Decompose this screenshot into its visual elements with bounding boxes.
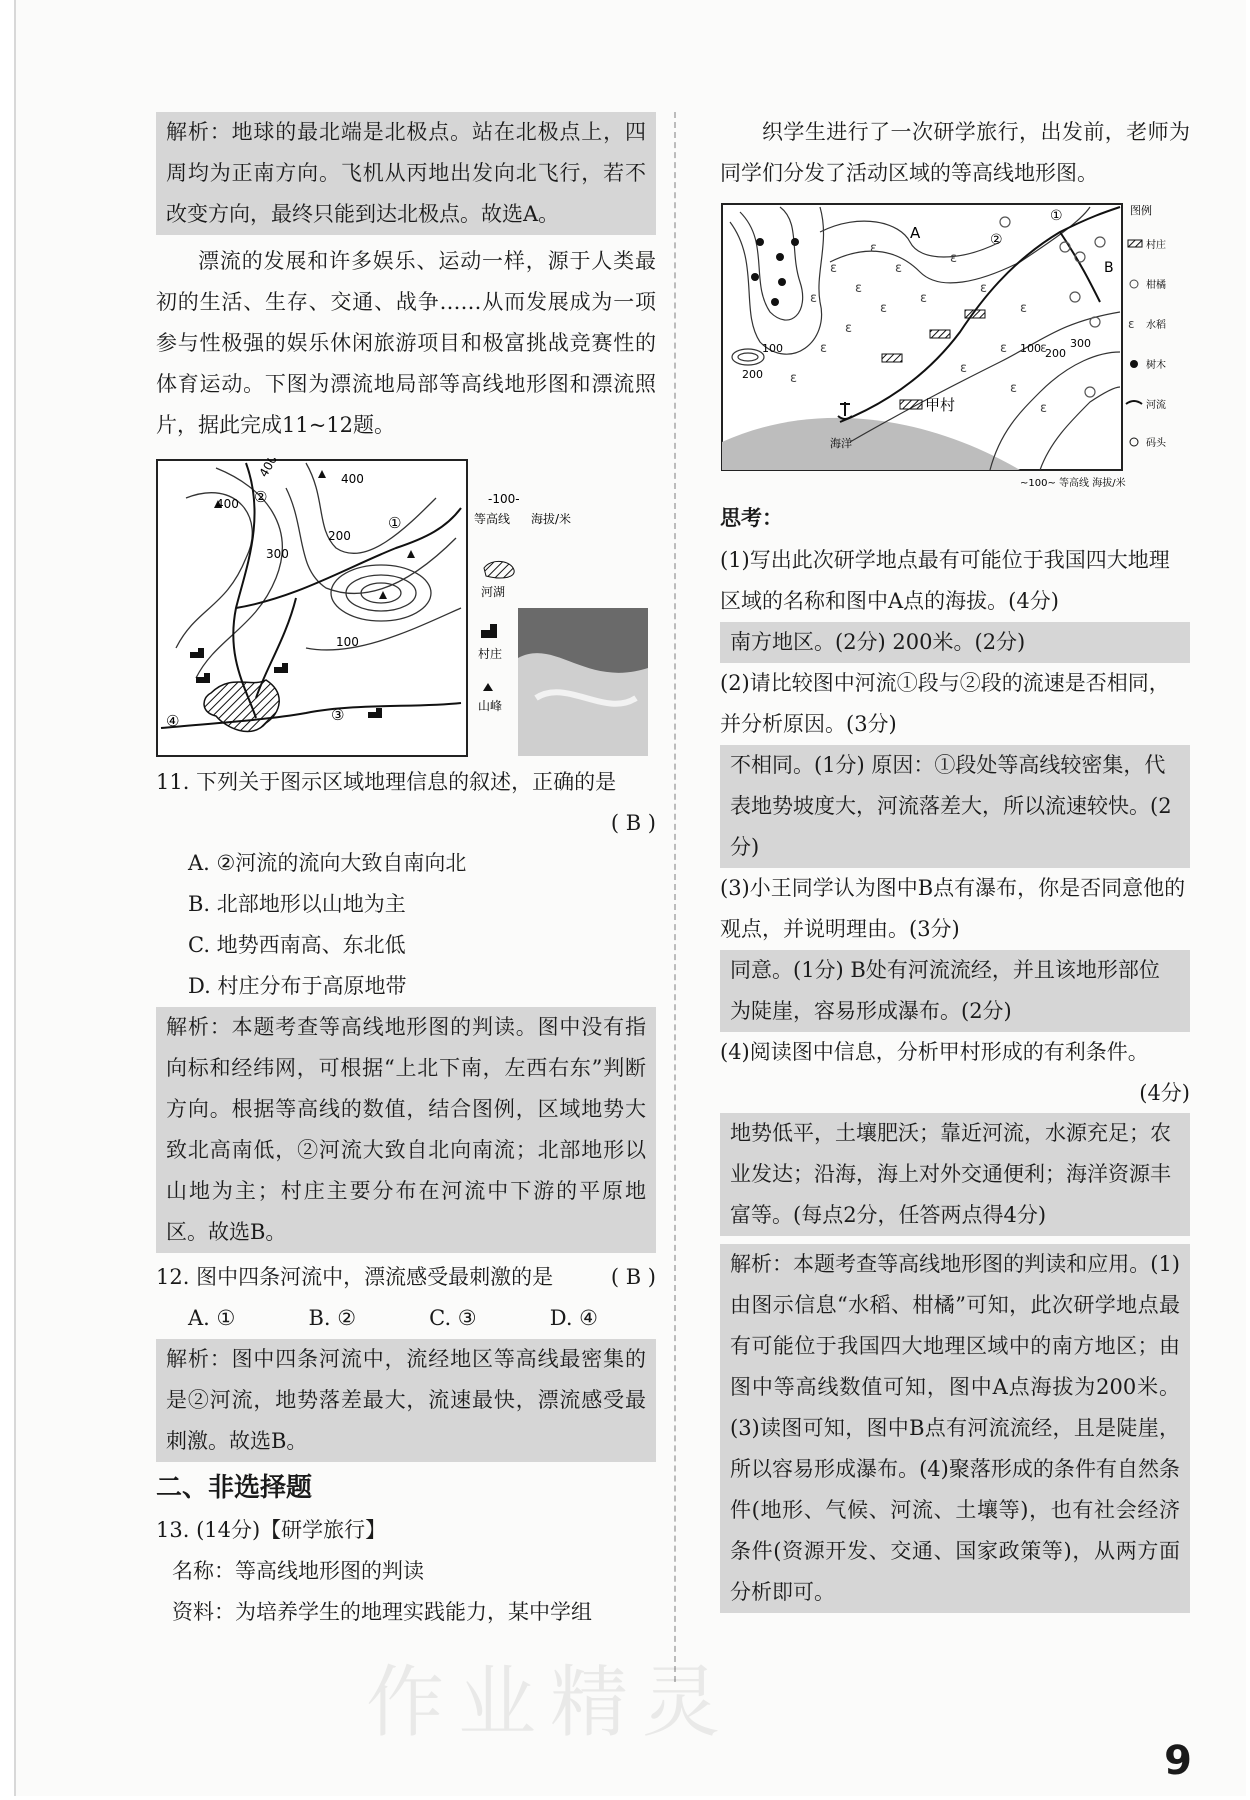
q11-option-d: D. 村庄分布于高原地带 [188, 974, 407, 998]
q13-name: 名称：等高线地形图的判读 [172, 1559, 424, 1583]
q13-analysis: 解析：本题考查等高线地形图的判读和应用。(1)由图示信息“水稻、柑橘”可知，此次研学地点最有可能位于我国四大地理区域中的南方地区；由图中等高线数值可知，图中A点海拔为200米。(3)读图可知，图中B点有河流流经，且是陡崖，所以容易形成瀑布。(4)聚落形成的条件有自然条件(地形、气候、河流、土壤等)，也有社会经济条件(资源开发、交通、国家政策等)，从两方面分析即可。 [720, 1244, 1190, 1613]
svg-text:400: 400 [341, 472, 364, 486]
section-heading: 二、非选择题 [156, 1473, 313, 1503]
svg-text:ɛ: ɛ [830, 261, 838, 276]
svg-text:ɛ: ɛ [880, 301, 888, 316]
svg-text:山峰: 山峰 [478, 699, 503, 713]
page [14, 0, 1246, 1796]
sub3-question: (3)小王同学认为图中B点有瀑布，你是否同意他的观点，并说明理由。(3分) [720, 876, 1186, 941]
svg-text:④: ④ [166, 712, 180, 730]
svg-text:水稻: 水稻 [1146, 320, 1166, 331]
left-column [156, 112, 656, 1633]
q12-option-b: B. ② [308, 1306, 357, 1330]
q11-option-c: C. 地势西南高、东北低 [188, 933, 406, 957]
svg-text:ɛ: ɛ [980, 281, 988, 296]
svg-text:河湖: 河湖 [481, 585, 506, 599]
svg-text:ɛ: ɛ [1000, 341, 1008, 356]
svg-text:ɛ: ɛ [1010, 381, 1018, 396]
svg-text:200: 200 [328, 529, 351, 543]
svg-text:100: 100 [336, 635, 359, 649]
sub4-answer: 地势低平，土壤肥沃；靠近河流，水源充足；农业发达；沿海，海上对外交通便利；海洋资源丰富等。(每点2分，任答两点得4分) [720, 1113, 1190, 1236]
svg-text:ɛ: ɛ [810, 291, 818, 306]
svg-text:甲村: 甲村 [925, 396, 956, 414]
column-divider [674, 112, 676, 1682]
svg-text:等高线: 等高线 [474, 512, 511, 526]
sub1-question: (1)写出此次研学地点最有可能位于我国四大地理区域的名称和图中A点的海拔。(4分) [720, 548, 1170, 613]
contour-map-rafting [156, 458, 656, 758]
svg-text:400: 400 [216, 497, 239, 511]
svg-text:~100~ 等高线 海拔/米: ~100~ 等高线 海拔/米 [1020, 478, 1126, 489]
q11-stem: 11. 下列关于图示区域地理信息的叙述，正确的是 [156, 770, 617, 794]
svg-text:ɛ: ɛ [1040, 341, 1048, 356]
svg-text:ɛ: ɛ [870, 241, 878, 256]
svg-text:200: 200 [1045, 347, 1066, 360]
svg-text:村庄: 村庄 [1146, 240, 1166, 251]
svg-text:ɛ: ɛ [895, 261, 903, 276]
svg-text:ɛ: ɛ [960, 361, 968, 376]
q11-option-b: B. 北部地形以山地为主 [188, 892, 406, 916]
sub2-answer: 不相同。(1分) 原因：①段处等高线较密集，代表地势坡度大，河流落差大，所以流速较快。(2分) [720, 745, 1190, 868]
svg-text:B: B [1104, 260, 1114, 276]
svg-text:100: 100 [1020, 342, 1041, 355]
svg-text:ɛ: ɛ [845, 321, 853, 336]
svg-text:村庄: 村庄 [478, 647, 503, 661]
svg-text:ɛ: ɛ [920, 291, 928, 306]
page-number: 9 [1164, 1738, 1192, 1784]
q13-stem: 13. (14分)【研学旅行】 [156, 1518, 387, 1542]
svg-text:ɛ: ɛ [1040, 401, 1048, 416]
svg-text:-100-: -100- [488, 492, 520, 506]
svg-text:100: 100 [762, 342, 783, 355]
sub3-answer: 同意。(1分) B处有河流流经，并且该地形部位为陡崖，容易形成瀑布。(2分) [720, 950, 1190, 1032]
svg-text:400: 400 [256, 458, 281, 480]
sub2-question: (2)请比较图中河流①段与②段的流速是否相同，并分析原因。(3分) [720, 671, 1170, 736]
svg-text:ɛ: ɛ [855, 281, 863, 296]
sub4-score: (4分) [1139, 1081, 1190, 1105]
svg-text:海拔/米: 海拔/米 [531, 512, 572, 526]
q12-stem: 12. 图中四条河流中，漂流感受最刺激的是 [156, 1265, 554, 1289]
q12-options [156, 1298, 598, 1339]
svg-text:ɛ: ɛ [1020, 301, 1028, 316]
q11-analysis: 解析：本题考查等高线地形图的判读。图中没有指向标和经纬网，可根据“上北下南，左西右东”判断方向。根据等高线的数值，结合图例，区域地势大致北高南低，②河流大致自北向南流；北部地形以山地为主；村庄主要分布在河流中下游的平原地区。故选B。 [156, 1007, 656, 1253]
q11-answer: ( B ) [610, 811, 656, 835]
svg-text:图例: 图例 [1130, 204, 1152, 217]
svg-text:树木: 树木 [1146, 360, 1166, 371]
svg-text:河流: 河流 [1146, 400, 1166, 411]
svg-text:①: ① [388, 514, 402, 532]
svg-text:②: ② [990, 232, 1003, 248]
svg-text:200: 200 [742, 368, 763, 381]
q11-option-a: A. ②河流的流向大致自南向北 [188, 851, 467, 875]
svg-text:海洋: 海洋 [830, 437, 852, 450]
sub4-question: (4)阅读图中信息，分析甲村形成的有利条件。 [720, 1040, 1149, 1064]
analysis-q10: 解析：地球的最北端是北极点。站在北极点上，四周均为正南方向。飞机从丙地出发向北飞行，若不改变方向，最终只能到达北极点。故选A。 [156, 112, 656, 235]
q12-analysis: 解析：图中四条河流中，流经地区等高线最密集的是②河流，地势落差最大，流速最快，漂流感受最刺激。故选B。 [156, 1339, 656, 1462]
right-column [720, 112, 1190, 1613]
svg-text:ɛ: ɛ [790, 371, 798, 386]
think-heading: 思考： [720, 506, 783, 530]
svg-text:②: ② [254, 488, 268, 506]
svg-text:ɛ: ɛ [1128, 317, 1135, 331]
svg-text:ɛ: ɛ [950, 251, 958, 266]
svg-text:码头: 码头 [1146, 438, 1166, 449]
rafting-intro: 漂流的发展和许多娱乐、运动一样，源于人类最初的生活、生存、交通、战争……从而发展成为一项参与性极强的娱乐休闲旅游项目和极富挑战竞赛性的体育运动。下图为漂流地局部等高线地形图和漂流照片，据此完成11~12题。 [156, 249, 656, 437]
q13-material: 资料：为培养学生的地理实践能力，某中学组 [172, 1600, 592, 1624]
q12-option-c: C. ③ [429, 1306, 477, 1330]
svg-text:A: A [910, 224, 921, 242]
svg-text:柑橘: 柑橘 [1146, 280, 1166, 291]
sub1-answer: 南方地区。(2分) 200米。(2分) [720, 622, 1190, 663]
q12-answer: ( B ) [610, 1265, 656, 1289]
q12-option-d: D. ④ [549, 1306, 598, 1330]
svg-text:300: 300 [266, 547, 289, 561]
watermark: 作业精灵 [366, 1658, 735, 1748]
q12-option-a: A. ① [188, 1306, 236, 1330]
svg-text:③: ③ [331, 706, 345, 724]
svg-text:ɛ: ɛ [820, 341, 828, 356]
svg-text:300: 300 [1070, 337, 1091, 350]
q13-material-cont: 织学生进行了一次研学旅行，出发前，老师为同学们分发了活动区域的等高线地形图。 [720, 120, 1190, 185]
svg-text:①: ① [1050, 208, 1063, 224]
contour-map-study-trip [720, 202, 1190, 492]
